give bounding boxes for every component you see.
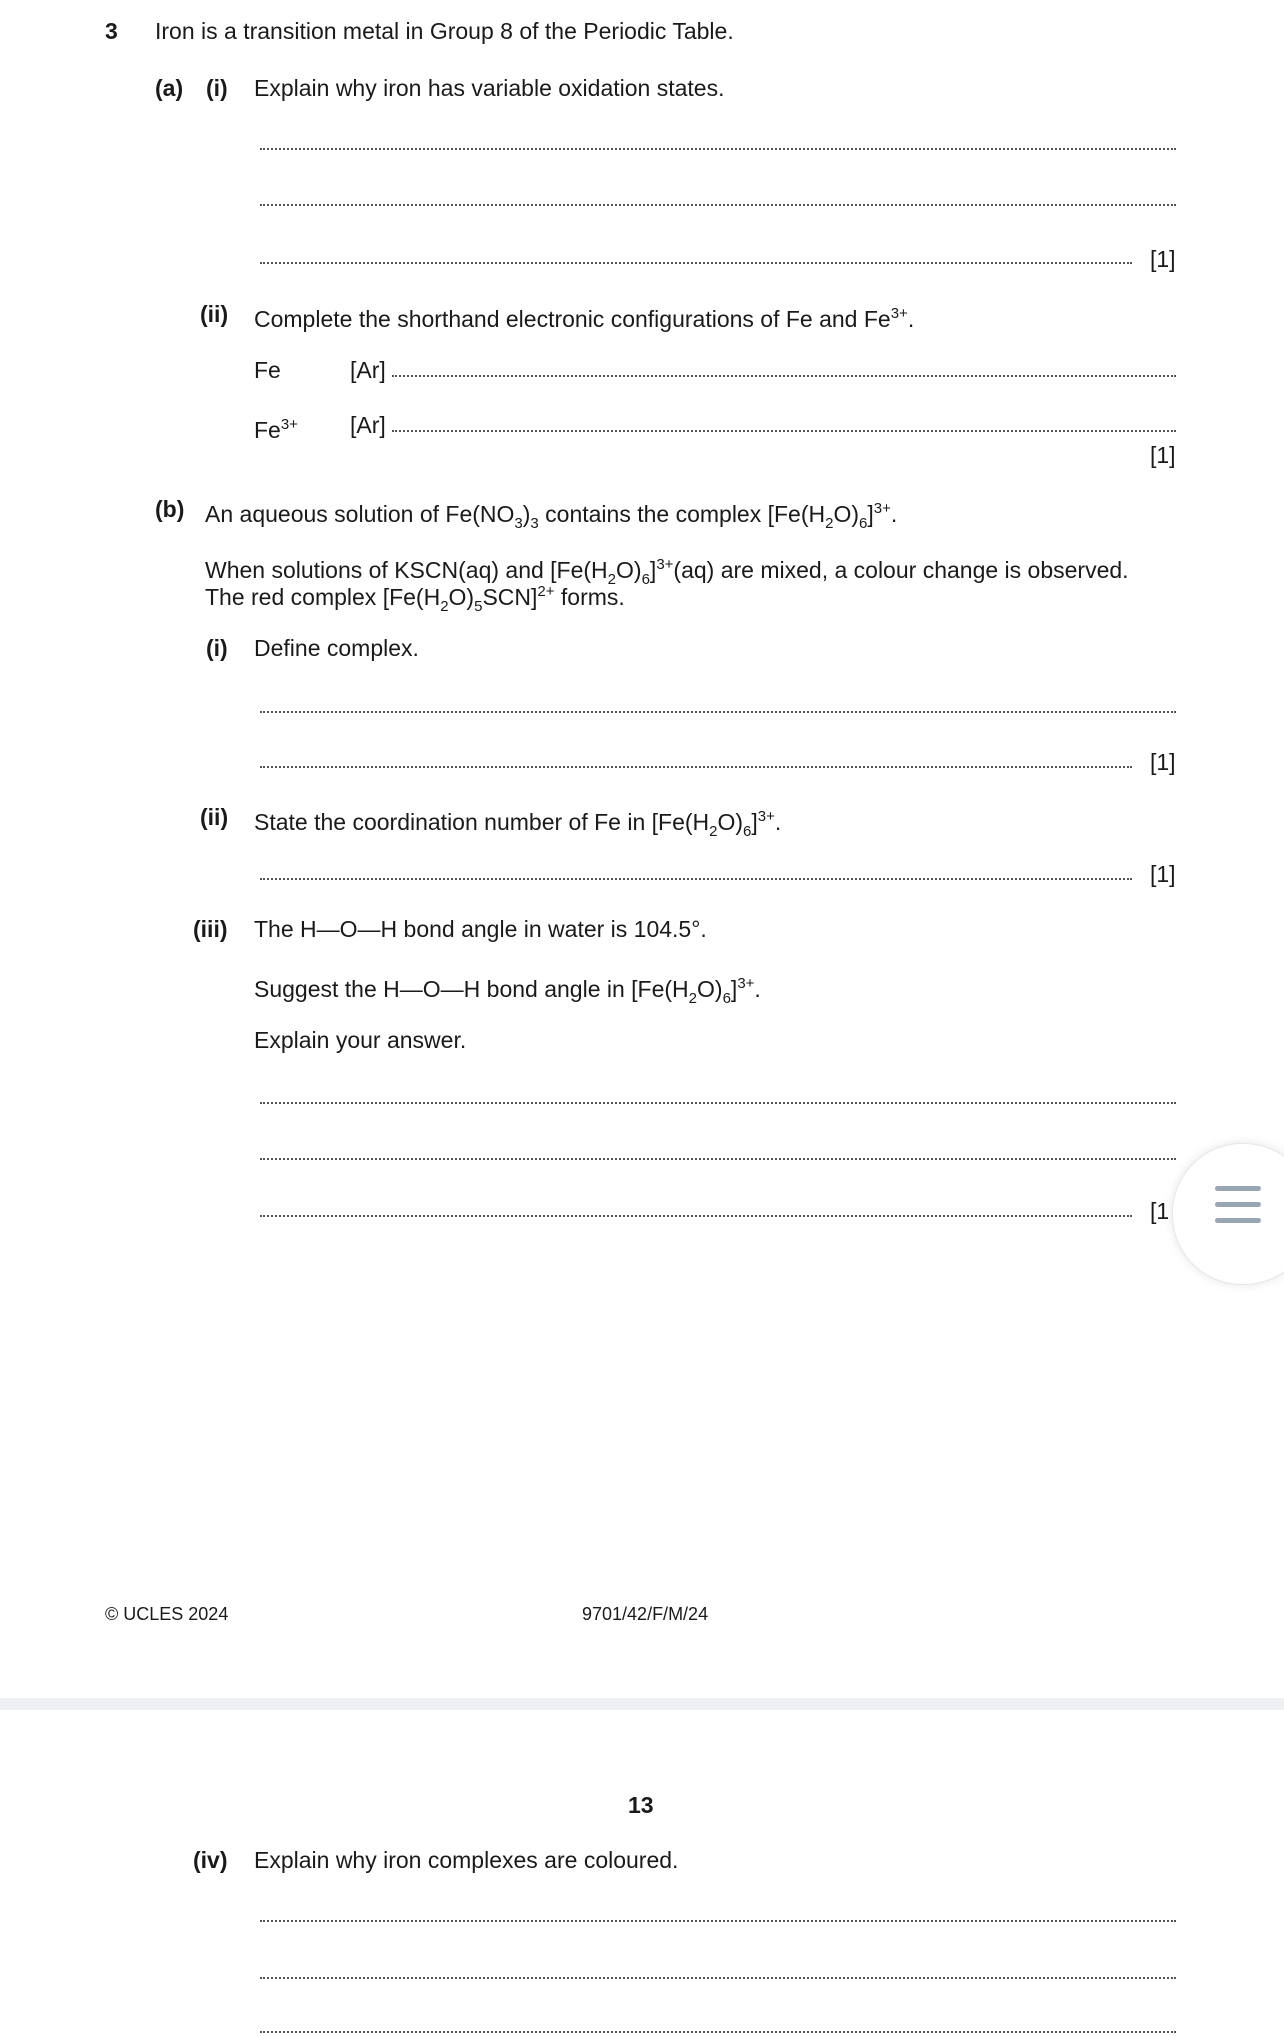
subpart-a-ii-label: (ii)	[200, 301, 229, 327]
subpart-b-i-text: Define complex.	[254, 635, 419, 661]
subpart-b-iii-line1: The H—O—H bond angle in water is 104.5°.	[254, 916, 707, 942]
answer-line[interactable]	[260, 1102, 1176, 1104]
mark-allocation: [1]	[1150, 442, 1176, 468]
subpart-a-i-text: Explain why iron has variable oxidation states.	[254, 75, 725, 101]
page-number: 13	[628, 1792, 654, 1818]
answer-line[interactable]	[260, 766, 1132, 768]
answer-line[interactable]	[260, 1920, 1176, 1922]
subpart-b-iv-label: (iv)	[193, 1847, 228, 1873]
ar-core-fe: [Ar]	[350, 357, 386, 383]
page-divider	[0, 1698, 1284, 1710]
footer-copyright: © UCLES 2024	[105, 1604, 229, 1624]
answer-line[interactable]	[260, 2031, 1176, 2033]
answer-line[interactable]	[260, 1215, 1132, 1217]
subpart-b-ii-text: State the coordination number of Fe in $[Fe(H_2O)_6]^{3+}$.	[254, 808, 782, 840]
footer-paper-code: 9701/42/F/M/24	[582, 1604, 709, 1624]
fe3-config-answer-line[interactable]	[392, 430, 1176, 432]
answer-line[interactable]	[260, 148, 1176, 150]
answer-line[interactable]	[260, 204, 1176, 206]
subpart-b-ii-label: (ii)	[200, 804, 229, 830]
fe-config-answer-line[interactable]	[392, 375, 1176, 377]
subpart-a-i-label: (i)	[206, 75, 228, 101]
answer-line[interactable]	[260, 711, 1176, 713]
part-b-label: (b)	[155, 496, 185, 522]
fe-label: Fe	[254, 357, 281, 383]
answer-line[interactable]	[260, 1158, 1176, 1160]
answer-line[interactable]	[260, 1977, 1176, 1979]
answer-line[interactable]	[260, 878, 1132, 880]
question-intro: Iron is a transition metal in Group 8 of the Periodic Table.	[155, 18, 734, 44]
part-b-context-line1: When solutions of KSCN(aq) and $[Fe(H_2O)_6]^{3+}(aq)$ are mixed, a colour change is observed.	[205, 556, 1129, 588]
mark-allocation: [1	[1150, 1198, 1170, 1224]
subpart-a-ii-text: Complete the shorthand electronic configurations of Fe and $Fe^{3+}$.	[254, 305, 915, 332]
ar-core-fe3: [Ar]	[350, 412, 386, 438]
question-number: 3	[105, 18, 118, 44]
subpart-b-i-label: (i)	[206, 635, 228, 661]
mark-allocation: [1]	[1150, 749, 1176, 775]
subpart-b-iii-label: (iii)	[193, 916, 228, 942]
part-b-intro: An aqueous solution of $Fe(NO_3)_3$ contains the complex $[Fe(H_2O)_6]^{3+}$.	[205, 500, 898, 532]
answer-line[interactable]	[260, 262, 1132, 264]
subpart-b-iv-text: Explain why iron complexes are coloured.	[254, 1847, 679, 1873]
fe3-label: $Fe^{3+}$	[254, 416, 298, 443]
part-a-label: (a)	[155, 75, 184, 101]
mark-allocation: [1]	[1150, 246, 1176, 272]
subpart-b-iii-line2: Suggest the H—O—H bond angle in $[Fe(H_2O)_6]^{3+}$.	[254, 975, 761, 1007]
subpart-b-iii-line3: Explain your answer.	[254, 1027, 467, 1053]
mark-allocation: [1]	[1150, 861, 1176, 887]
menu-button[interactable]	[1172, 1143, 1284, 1285]
part-b-context-line2: The red complex $[Fe(H_2O)_5SCN]^{2+}$ forms.	[205, 583, 625, 615]
